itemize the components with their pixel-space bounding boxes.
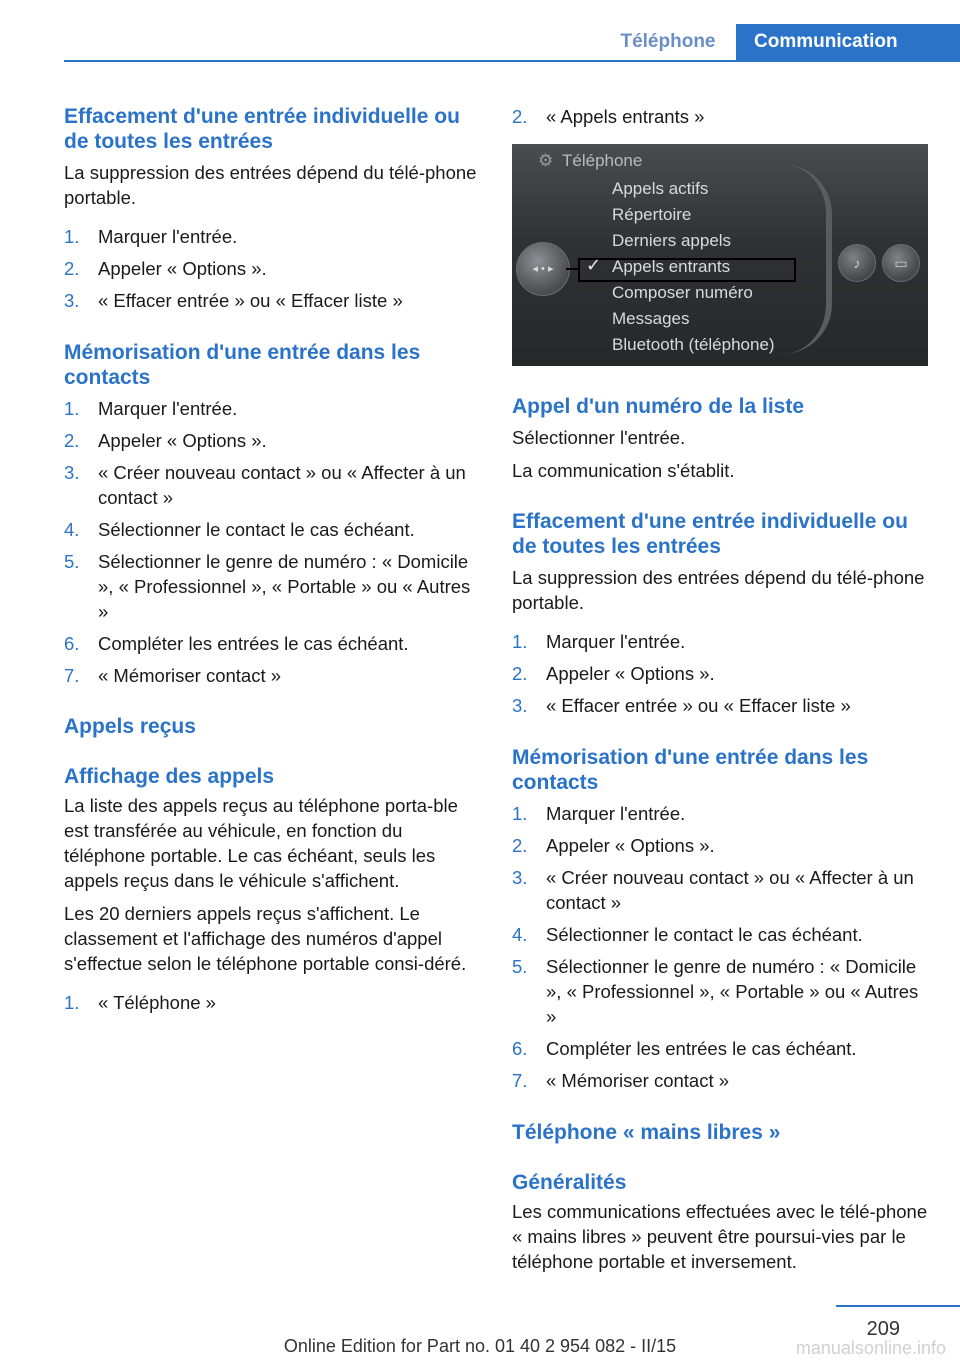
controller-knob-icon: ◂ • ▸ <box>516 242 570 296</box>
list-item <box>512 693 932 718</box>
page-number: 209 <box>866 1318 900 1340</box>
step-number: 1. <box>512 803 528 824</box>
list-item <box>64 460 480 510</box>
list-item <box>64 549 480 624</box>
steps-list <box>64 396 480 688</box>
step-number: 3. <box>64 290 80 311</box>
step-number: 2. <box>64 258 80 279</box>
step-text: Appeler « Options ». <box>546 835 715 856</box>
step-number: 4. <box>512 924 528 945</box>
list-item <box>64 224 480 249</box>
step-text: Sélectionner le genre de numéro : « Domicile », « Professionnel », « Portable » ou « Autres » <box>98 551 471 622</box>
list-item <box>512 954 932 1029</box>
section-heading: Appels reçus <box>64 715 196 738</box>
step-text: « Créer nouveau contact » ou « Affecter à un contact » <box>98 462 466 508</box>
step-text: Sélectionner le contact le cas échéant. <box>98 519 415 540</box>
step-number: 3. <box>64 462 80 483</box>
screen-menu-item: Derniers appels <box>612 231 732 250</box>
step-text: « Effacer entrée » ou « Effacer liste » <box>98 290 403 311</box>
step-number: 3. <box>512 695 528 716</box>
section-title: Affichage des appels <box>64 765 275 788</box>
section-hands-free <box>512 1120 932 1274</box>
step-text: Sélectionner le genre de numéro : « Domicile », « Professionnel », « Portable » ou « Autres » <box>546 956 919 1027</box>
section-paragraph: La communication s'établit. <box>512 460 735 481</box>
list-item <box>512 661 932 686</box>
section-title: Appel d'un numéro de la liste <box>512 395 805 418</box>
list-item <box>64 256 480 281</box>
screen-title: ⚙ Téléphone <box>538 148 642 174</box>
step-incoming <box>512 104 932 136</box>
list-item <box>64 990 480 1015</box>
list-item <box>64 631 480 656</box>
watermark: manualsonline.info <box>795 1338 946 1358</box>
step-text: « Mémoriser contact » <box>98 665 282 686</box>
step-number: 1. <box>512 631 528 652</box>
selection-frame <box>578 258 796 282</box>
section-title: Effacement d'une entrée individuelle ou de toutes les entrées <box>512 510 908 558</box>
step-number: 6. <box>512 1038 528 1059</box>
list-item <box>512 865 932 915</box>
step-text: Marquer l'entrée. <box>98 226 238 247</box>
step-number: 1. <box>64 992 80 1013</box>
step-number: 3. <box>512 867 528 888</box>
screen-menu-item: Composer numéro <box>612 283 753 302</box>
step-number: 7. <box>64 665 80 686</box>
screen-menu-item: Messages <box>612 309 690 328</box>
section-received-calls <box>64 714 480 1022</box>
step-text: Appeler « Options ». <box>98 258 267 279</box>
step-text: Sélectionner le contact le cas échéant. <box>546 924 863 945</box>
step-number: 1. <box>64 226 80 247</box>
section-title: Mémorisation d'une entrée dans les contacts <box>512 746 869 794</box>
step-number: 6. <box>64 633 80 654</box>
edition-note: Online Edition for Part no. 01 40 2 954 082 - II/15 <box>283 1336 677 1356</box>
step-text: « Créer nouveau contact » ou « Affecter à un contact » <box>546 867 914 913</box>
step-number: 1. <box>64 398 80 419</box>
step-text: « Mémoriser contact » <box>546 1070 730 1091</box>
step-text: Appeler « Options ». <box>546 663 715 684</box>
section-save-contact-2 <box>512 745 932 1100</box>
list-item <box>512 922 932 947</box>
list-item <box>512 801 932 826</box>
tab-communication[interactable]: Communication <box>736 24 960 60</box>
tone-icon: ♪ <box>838 244 876 282</box>
step-text: Compléter les entrées le cas échéant. <box>546 1038 857 1059</box>
step-text: Marquer l'entrée. <box>98 398 238 419</box>
step-text: « Téléphone » <box>98 992 216 1013</box>
section-title: Mémorisation d'une entrée dans les contacts <box>64 341 421 389</box>
step-number: 2. <box>64 430 80 451</box>
step-text: Compléter les entrées le cas échéant. <box>98 633 409 654</box>
screen-menu-item: Appels entrants <box>612 257 731 276</box>
screen-menu-item: Appels actifs <box>612 179 709 198</box>
section-call-number <box>512 394 932 483</box>
display-icon: ▭ <box>882 244 920 282</box>
section-title: Effacement d'une entrée individuelle ou de toutes les entrées <box>64 105 460 153</box>
step-number: 2. <box>512 835 528 856</box>
step-number: 4. <box>64 519 80 540</box>
list-item <box>512 629 932 654</box>
list-item <box>512 833 932 858</box>
section-paragraph: La liste des appels reçus au téléphone porta-ble est transférée au véhicule, en fonction du téléphone portable. Le cas échéant, seuls les appels reçus dans le véhicule s'affichent. <box>64 795 458 891</box>
list-item <box>512 1068 932 1093</box>
section-text: La suppression des entrées dépend du télé-phone portable. <box>512 567 925 613</box>
steps-list <box>512 801 932 1093</box>
steps-list <box>64 990 480 1015</box>
step-number: 2. <box>512 663 528 684</box>
steps-list <box>64 224 480 313</box>
step-number: 7. <box>512 1070 528 1091</box>
list-item <box>64 517 480 542</box>
list-item <box>512 1036 932 1061</box>
list-item <box>64 396 480 421</box>
idrive-screen-image <box>512 144 928 366</box>
section-text: La suppression des entrées dépend du télé-phone portable. <box>64 162 477 208</box>
section-delete-entries-2 <box>512 509 932 725</box>
screen-menu-item: Bluetooth (téléphone) <box>612 335 775 354</box>
footer-rule <box>836 1305 960 1307</box>
steps-list <box>512 104 932 129</box>
step-text: « Effacer entrée » ou « Effacer liste » <box>546 695 851 716</box>
section-paragraph: Les 20 derniers appels reçus s'affichent. Le classement et l'affichage des numéros d'appel s'effectue selon le téléphone portable consi-déré. <box>64 903 467 974</box>
header-rule <box>64 60 960 62</box>
section-delete-entries <box>64 104 480 320</box>
step-text: Appeler « Options ». <box>98 430 267 451</box>
screen-menu-item: Répertoire <box>612 205 692 224</box>
section-title: Généralités <box>512 1171 627 1194</box>
list-item <box>64 663 480 688</box>
list-item <box>64 428 480 453</box>
list-item: 2. « Appels entrants » <box>512 106 705 127</box>
step-text: Marquer l'entrée. <box>546 803 686 824</box>
tab-telephone[interactable]: Téléphone <box>620 31 716 52</box>
step-number: 5. <box>64 551 80 572</box>
step-text: Marquer l'entrée. <box>546 631 686 652</box>
list-item <box>64 288 480 313</box>
pointer-line <box>566 268 580 270</box>
phone-settings-icon: ⚙ <box>538 151 554 170</box>
step-number: 5. <box>512 956 528 977</box>
steps-list <box>512 629 932 718</box>
section-heading: Téléphone « mains libres » <box>512 1121 781 1144</box>
checkmark-icon: ✓ <box>586 255 602 275</box>
section-paragraph: Sélectionner l'entrée. <box>512 427 686 448</box>
section-text: Les communications effectuées avec le télé-phone « mains libres » peuvent être poursui-vies par le téléphone portable et inversement. <box>512 1201 928 1272</box>
section-save-contact <box>64 340 480 695</box>
